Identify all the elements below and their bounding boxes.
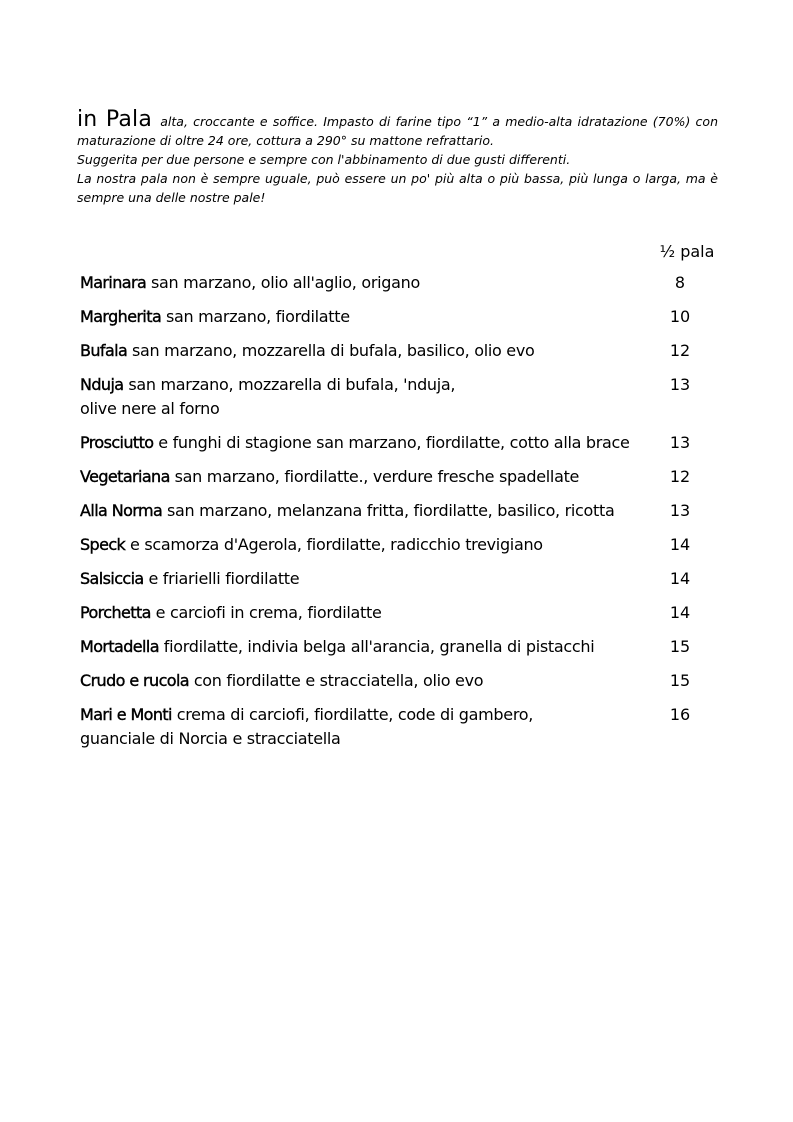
item-price: 8: [674, 273, 686, 292]
item-price: 14: [669, 535, 691, 554]
item-price: 12: [669, 341, 691, 360]
item-price: 14: [669, 569, 691, 588]
item-ingredients: e scamorza d'Agerola, fiordilatte, radicchio trevigiano: [130, 535, 543, 554]
item-name: Crudo e rucola: [80, 671, 190, 690]
item-name: Speck: [80, 535, 126, 554]
menu-item-porchetta: [80, 601, 720, 625]
item-name: Mari e Monti: [80, 705, 172, 724]
item-description: [80, 601, 648, 625]
item-name: Prosciutto: [80, 433, 154, 452]
item-name: Marinara: [80, 273, 147, 292]
item-ingredients-continued: guanciale di Norcia e stracciatella: [80, 729, 341, 748]
item-description: [80, 635, 648, 659]
item-description: [80, 499, 648, 523]
item-price: 12: [669, 467, 691, 486]
item-description: [80, 669, 648, 693]
item-price: 15: [669, 637, 691, 656]
menu-item-mari-e-monti: [80, 703, 720, 751]
item-description: [80, 703, 648, 751]
item-price: 15: [669, 671, 691, 690]
menu-item-mortadella: [80, 635, 720, 659]
item-ingredients: e funghi di stagione san marzano, fiordilatte, cotto alla brace: [158, 433, 630, 452]
item-name: Bufala: [80, 341, 128, 360]
item-ingredients: san marzano, olio all'aglio, origano: [150, 273, 420, 292]
item-name: Nduja: [80, 375, 124, 394]
item-ingredients: san marzano, fiordilatte., verdure fresche spadellate: [174, 467, 580, 486]
item-description: [80, 271, 648, 295]
menu-item-salsiccia: [80, 567, 720, 591]
item-name: Margherita: [80, 307, 162, 326]
menu-item-bufala: [80, 339, 720, 363]
menu-item-vegetariana: [80, 465, 720, 489]
item-ingredients: san marzano, mozzarella di bufala, 'nduja,: [128, 375, 456, 394]
menu-item-nduja: [80, 373, 720, 421]
item-description: [80, 373, 648, 421]
menu-item-speck: [80, 533, 720, 557]
item-name: Alla Norma: [80, 501, 163, 520]
intro-suggestion: Suggerita per due persone e sempre con l'abbinamento di due gusti differenti.: [77, 152, 571, 167]
item-ingredients: e carciofi in crema, fiordilatte: [155, 603, 382, 622]
item-price: 14: [669, 603, 691, 622]
menu-item-marinara: [80, 271, 720, 295]
item-ingredients: e friarielli fiordilatte: [148, 569, 300, 588]
item-ingredients: san marzano, fiordilatte: [165, 307, 350, 326]
menu-item-alla-norma: [80, 499, 720, 523]
item-price: 16: [669, 705, 691, 724]
price-column-header: ½ pala: [659, 242, 715, 261]
item-price: 10: [669, 307, 691, 326]
menu-list: [80, 271, 720, 761]
menu-item-prosciutto: [80, 431, 720, 455]
item-ingredients: san marzano, mozzarella di bufala, basilico, olio evo: [132, 341, 535, 360]
item-name: Salsiccia: [80, 569, 144, 588]
item-price: 13: [669, 375, 691, 394]
intro-paragraph: [77, 107, 718, 150]
item-description: [80, 339, 648, 363]
item-name: Vegetariana: [80, 467, 170, 486]
item-ingredients: crema di carciofi, fiordilatte, code di gambero,: [176, 705, 534, 724]
item-name: Porchetta: [80, 603, 151, 622]
section-title: in Pala: [77, 107, 153, 132]
item-description: [80, 567, 648, 591]
menu-item-margherita: [80, 305, 720, 329]
item-description: [80, 431, 648, 455]
item-ingredients: san marzano, melanzana fritta, fiordilatte, basilico, ricotta: [166, 501, 615, 520]
intro-section: [77, 107, 718, 207]
intro-description: alta, croccante e soffice. Impasto di farine tipo “1” a medio-alta idratazione (70%) con maturazione di oltre 24 ore, cottura a 290° su mattone refrattario.: [77, 114, 718, 148]
item-ingredients: con fiordilatte e stracciatella, olio evo: [193, 671, 484, 690]
item-description: [80, 465, 648, 489]
item-description: [80, 305, 648, 329]
item-price: 13: [669, 501, 691, 520]
item-description: [80, 533, 648, 557]
item-name: Mortadella: [80, 637, 159, 656]
item-ingredients: fiordilatte, indivia belga all'arancia, granella di pistacchi: [163, 637, 595, 656]
item-price: 13: [669, 433, 691, 452]
menu-item-crudo-e-rucola: [80, 669, 720, 693]
intro-note: La nostra pala non è sempre uguale, può essere un po' più alta o più bassa, più lunga o larga, ma è sempre una delle nostre pale!: [77, 171, 718, 205]
item-ingredients-continued: olive nere al forno: [80, 399, 220, 418]
